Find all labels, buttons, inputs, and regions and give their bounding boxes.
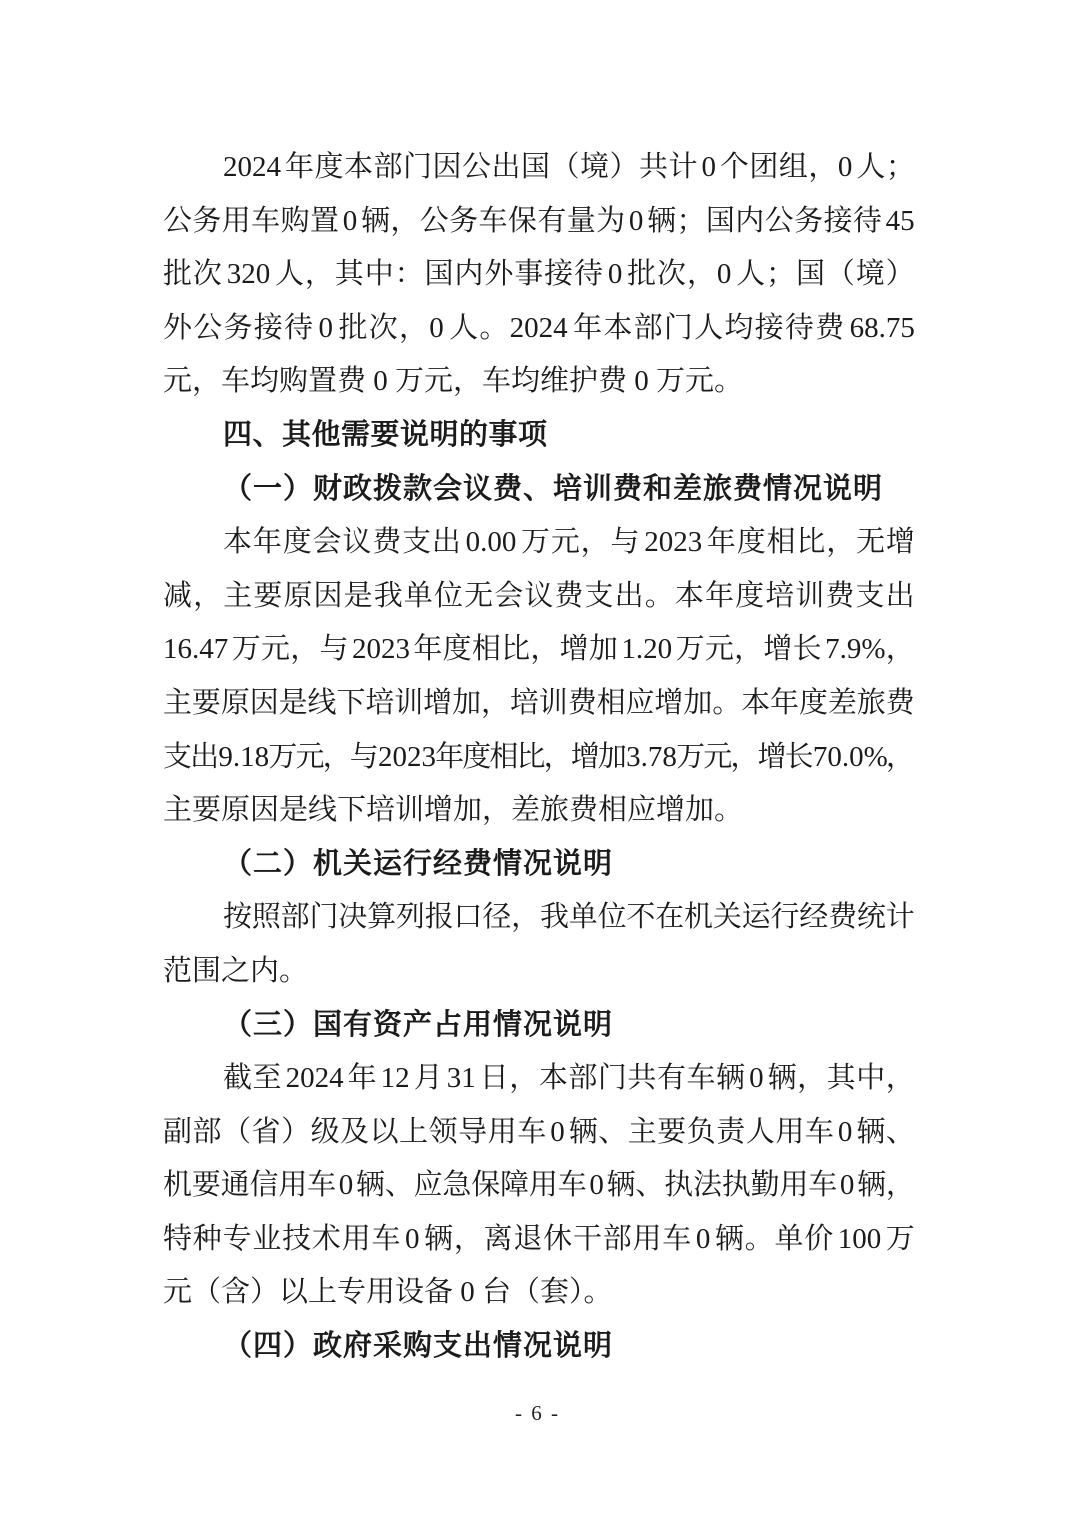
text-line: 减 ， 主 要 原 因 是 我 单 位 无 会 议 费 支 出 。 本 年 度 培 训 费 支 出 bbox=[163, 579, 915, 612]
text-line: 主要原因是线下培训增加，差旅费相应增加。 bbox=[163, 794, 744, 827]
text-line: 截 至 2024 年 12 月 31 日 ， 本 部 门 共 有 车 辆 0 辆 ， 其 中 ， bbox=[223, 1062, 915, 1095]
text-line: 特 种 专 业 技 术 用 车 0 辆 ， 离 退 休 干 部 用 车 0 辆 。 单 价 100 万 bbox=[163, 1222, 915, 1255]
section-heading: 四、其他需要说明的事项 bbox=[223, 418, 548, 451]
section-heading: （一）财政拨款会议费、培训费和差旅费情况说明 bbox=[223, 472, 884, 505]
text-line: 批 次 320 人 ， 其 中 ： 国 内 外 事 接 待 0 批 次 ， 0 人 ； 国 （ 境 ） bbox=[163, 258, 915, 291]
section-heading: （三）国有资产占用情况说明 bbox=[223, 1008, 614, 1041]
text-line: 本 年 度 会 议 费 支 出 0.00 万 元 ， 与 2023 年 度 相 比 ， 无 增 bbox=[223, 526, 915, 559]
text-line: 按 照 部 门 决 算 列 报 口 径 ， 我 单 位 不 在 机 关 运 行 经 费 统 计 bbox=[223, 901, 915, 934]
section-heading: （二）机关运行经费情况说明 bbox=[223, 847, 614, 880]
text-line: 元，车均购置费 0 万元，车均维护费 0 万元。 bbox=[163, 365, 744, 398]
document-body bbox=[163, 141, 915, 1374]
text-line: 16.47 万 元 ， 与 2023 年 度 相 比 ， 增 加 1.20 万 元 ， 增 长 7.9% ， bbox=[163, 633, 915, 666]
text-line: 外 公 务 接 待 0 批 次 ， 0 人 。 2024 年 本 部 门 人 均 接 待 费 68.75 bbox=[163, 311, 915, 344]
section-heading: （四）政府采购支出情况说明 bbox=[223, 1330, 614, 1363]
page-number: - 6 - bbox=[515, 1401, 560, 1425]
text-line: 公 务 用 车 购 置 0 辆 ， 公 务 车 保 有 量 为 0 辆 ； 国 内 公 务 接 待 45 bbox=[163, 204, 915, 237]
text-line: 机 要 通 信 用 车 0 辆 、 应 急 保 障 用 车 0 辆 、 执 法 执 勤 用 车 0 辆 ， bbox=[163, 1169, 915, 1202]
text-line: 元（含）以上专用设备 0 台（套）。 bbox=[163, 1276, 613, 1309]
text-line: 2024 年 度 本 部 门 因 公 出 国 （ 境 ） 共 计 0 个 团 组 ， 0 人 ； bbox=[223, 151, 915, 183]
text-line: 支 出 9.18 万 元 ， 与 2023 年 度 相 比 ， 增 加 3.78 万 元 ， 增 长 70.0% ， bbox=[163, 740, 915, 773]
text-line: 范围之内。 bbox=[163, 954, 309, 987]
text-line: 副 部 （ 省 ） 级 及 以 上 领 导 用 车 0 辆 、 主 要 负 责 人 用 车 0 辆 、 bbox=[163, 1115, 915, 1148]
text-line: 主 要 原 因 是 线 下 培 训 增 加 ， 培 训 费 相 应 增 加 。 本 年 度 差 旅 费 bbox=[163, 686, 915, 719]
